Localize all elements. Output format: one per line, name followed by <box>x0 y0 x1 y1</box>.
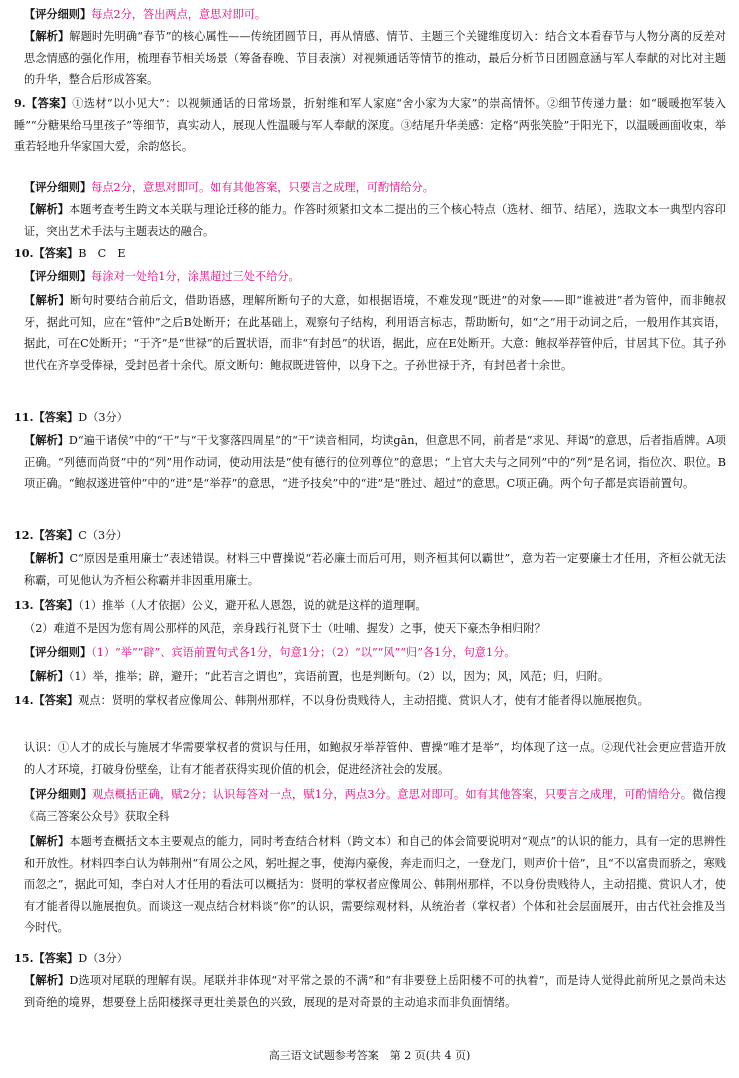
page-footer: 高三语文试题参考答案 第 2 页(共 4 页) <box>268 1049 471 1062</box>
analysis-block: 【解析】（1）举，推举；辟，避开；“此若言之谓也”，宾语前置，也是判断句。（2）以，因为；风，风范；归，归附。 <box>24 669 610 683</box>
answer-continuation: （2）难道不是因为您有周公那样的风范，亲身践行礼贤下士（吐哺、握发）之事，使天下豪杰争相归附？ <box>24 622 546 635</box>
analysis-block: 【解析】D选项对尾联的理解有误。尾联并非体现“对平常之景的不满”和“有非要登上岳阳楼不可的执着”，而是诗人觉得此前所见之景尚未达到奇绝的境界，想要登上岳阳楼探寻更壮美景色的兴致，展现的是对奇景的主动追求而非负面情绪。 <box>24 973 726 1009</box>
question-15-answer: 15.【答案】D（3分） <box>14 951 128 965</box>
analysis-block: 【解析】断句时要结合前后文，借助语感，理解所断句子的大意，如根据语境，不难发现“既进”的对象——即“谁被进”者为管仲，而非鲍叔牙，据此可知，应在“管仲”之后B处断开；在此基础上，观察句子结构，利用语言标志，帮助断句，如“之”用于动词之后，一般用作其宾语，据此，可在C处断开；“于齐”是“世禄”的后置状语，而非“有封邑”的状语，据此，应在E处断开。大意：鲍叔举荐管仲后，甘居其下位。其子孙世代在齐享受俸禄，受封邑者十余代。原文断句：鲍叔既进管仲，以身下之。子孙世禄于齐，有封邑者十余世。 <box>24 293 726 372</box>
analysis-block: 【解析】D“遍干诸侯”中的“干”与“干戈寥落四周星”的“干”读音相同，均读gān，但意思不同，前者是“求见、拜谒”的意思，后者指盾牌。A项正确。“列德而尚贤”中的“列”用作动词，使动用法是“使有德行的位列尊位”的意思；“上官大夫与之同列”中的“列”是名词，指位次、职位。B项正确。“鲍叔遂进管仲”中的“进”是“举荐”的意思，“进予技矣”中的“进”是“胜过、超过”的意思。C项正确。两个句子都是宾语前置句。 <box>24 433 726 491</box>
analysis-block: 【解析】本题考查考生跨文本关联与理论迁移的能力。作答时须紧扣文本二提出的三个核心特点（选材、细节、结尾），选取文本一典型内容印证，突出艺术手法与主题表达的融合。 <box>24 202 726 238</box>
question-11-answer: 11.【答案】D（3分） <box>14 410 128 424</box>
score-rule-block: 【评分细则】观点概括正确，赋2分；认识每答对一点，赋1分，两点3分。意思对即可。如有其他答案，只要言之成理，可酌情给分。微信搜《高三答案公众号》获取全科 <box>24 787 726 823</box>
question-12-answer: 12.【答案】C（3分） <box>14 528 128 542</box>
score-rule-block: 【评分细则】（1）“举”“辟”、宾语前置句式各1分，句意1分；（2）“以”“风”“归”各1分，句意1分。 <box>24 645 516 659</box>
score-rule-block: 【评分细则】每点2分，意思对即可。如有其他答案，只要言之成理，可酌情给分。 <box>24 180 434 194</box>
analysis-block: 【解析】解题时先明确“春节”的核心属性——传统团圆节日，再从情感、情节、主题三个关键维度切入：结合文本看春节与人物分离的反差对思念情感的强化作用，梳理春节相关场景（筹备春晚、节目表演）对视频通话等情节的推动，最后分析节日团圆意涵与军人奉献的对比对主题的升华，整合后形成答案。 <box>24 29 726 87</box>
answer-continuation: 认识：①人才的成长与施展才华需要掌权者的赏识与任用，如鲍叔牙举荐管仲、曹操“唯才是举”，均体现了这一点。②现代社会更应营造开放的人才环境，打破身份壁垒，让有才能者获得实现价值的机会，促进经济社会的发展。 <box>24 741 726 776</box>
question-9-answer: 9.【答案】①选材“以小见大”：以视频通话的日常场景，折射维和军人家庭“舍小家为大家”的崇高情怀。②细节传递力量：如“暖暖抱军装入睡”“分糖果给马里孩子”等细节，真实动人，展现人性温暖与军人奉献的深度。③结尾升华美感：定格“两张笑脸”于阳光下，以温暖画面收束，举重若轻地升华家国大爱，余韵悠长。 <box>14 96 726 154</box>
question-10-answer: 10.【答案】B C E <box>14 246 126 260</box>
analysis-block: 【解析】C“原因是重用廉士”表述错误。材料三中曹操说“若必廉士而后可用，则齐桓其何以霸世”，意为若一定要廉士才任用，齐桓公就无法称霸，可见他认为齐桓公称霸并非因重用廉士。 <box>24 551 726 587</box>
score-rule-block: 【评分细则】每点2分，答出两点，意思对即可。 <box>24 7 267 21</box>
question-13-answer: 13.【答案】（1）推举（人才依据）公义，避开私人恩怨，说的就是这样的道理啊。 <box>14 598 427 612</box>
question-14-answer: 14.【答案】观点：贤明的掌权者应像周公、韩荆州那样，不以身份贵贱待人，主动招揽、赏识人才，使有才能者得以施展抱负。 <box>14 693 649 707</box>
analysis-block: 【解析】本题考查概括文本主要观点的能力，同时考查结合材料（跨文本）和自己的体会简要说明对“观点”的认识的能力，具有一定的思辨性和开放性。材料四李白认为韩荆州“有周公之风，躬吐握之事，使海内豪俊，奔走而归之，一登龙门，则声价十倍”，且“不以富贵而骄之，寒贱而忽之”，据此可知，李白对人才任用的看法可以概括为：贤明的掌权者应像周公、韩荆州那样，不以身份贵贱待人，主动招揽、赏识人才，使有才能者得以施展抱负。而谈这一观点结合材料谈“你”的认识，需要综观材料，从统治者（掌权者）个体和社会层面展开，由古代社会推及当今时代。 <box>24 834 726 935</box>
score-rule-block: 【评分细则】每涂对一处给1分，涂黑超过三处不给分。 <box>24 269 300 283</box>
